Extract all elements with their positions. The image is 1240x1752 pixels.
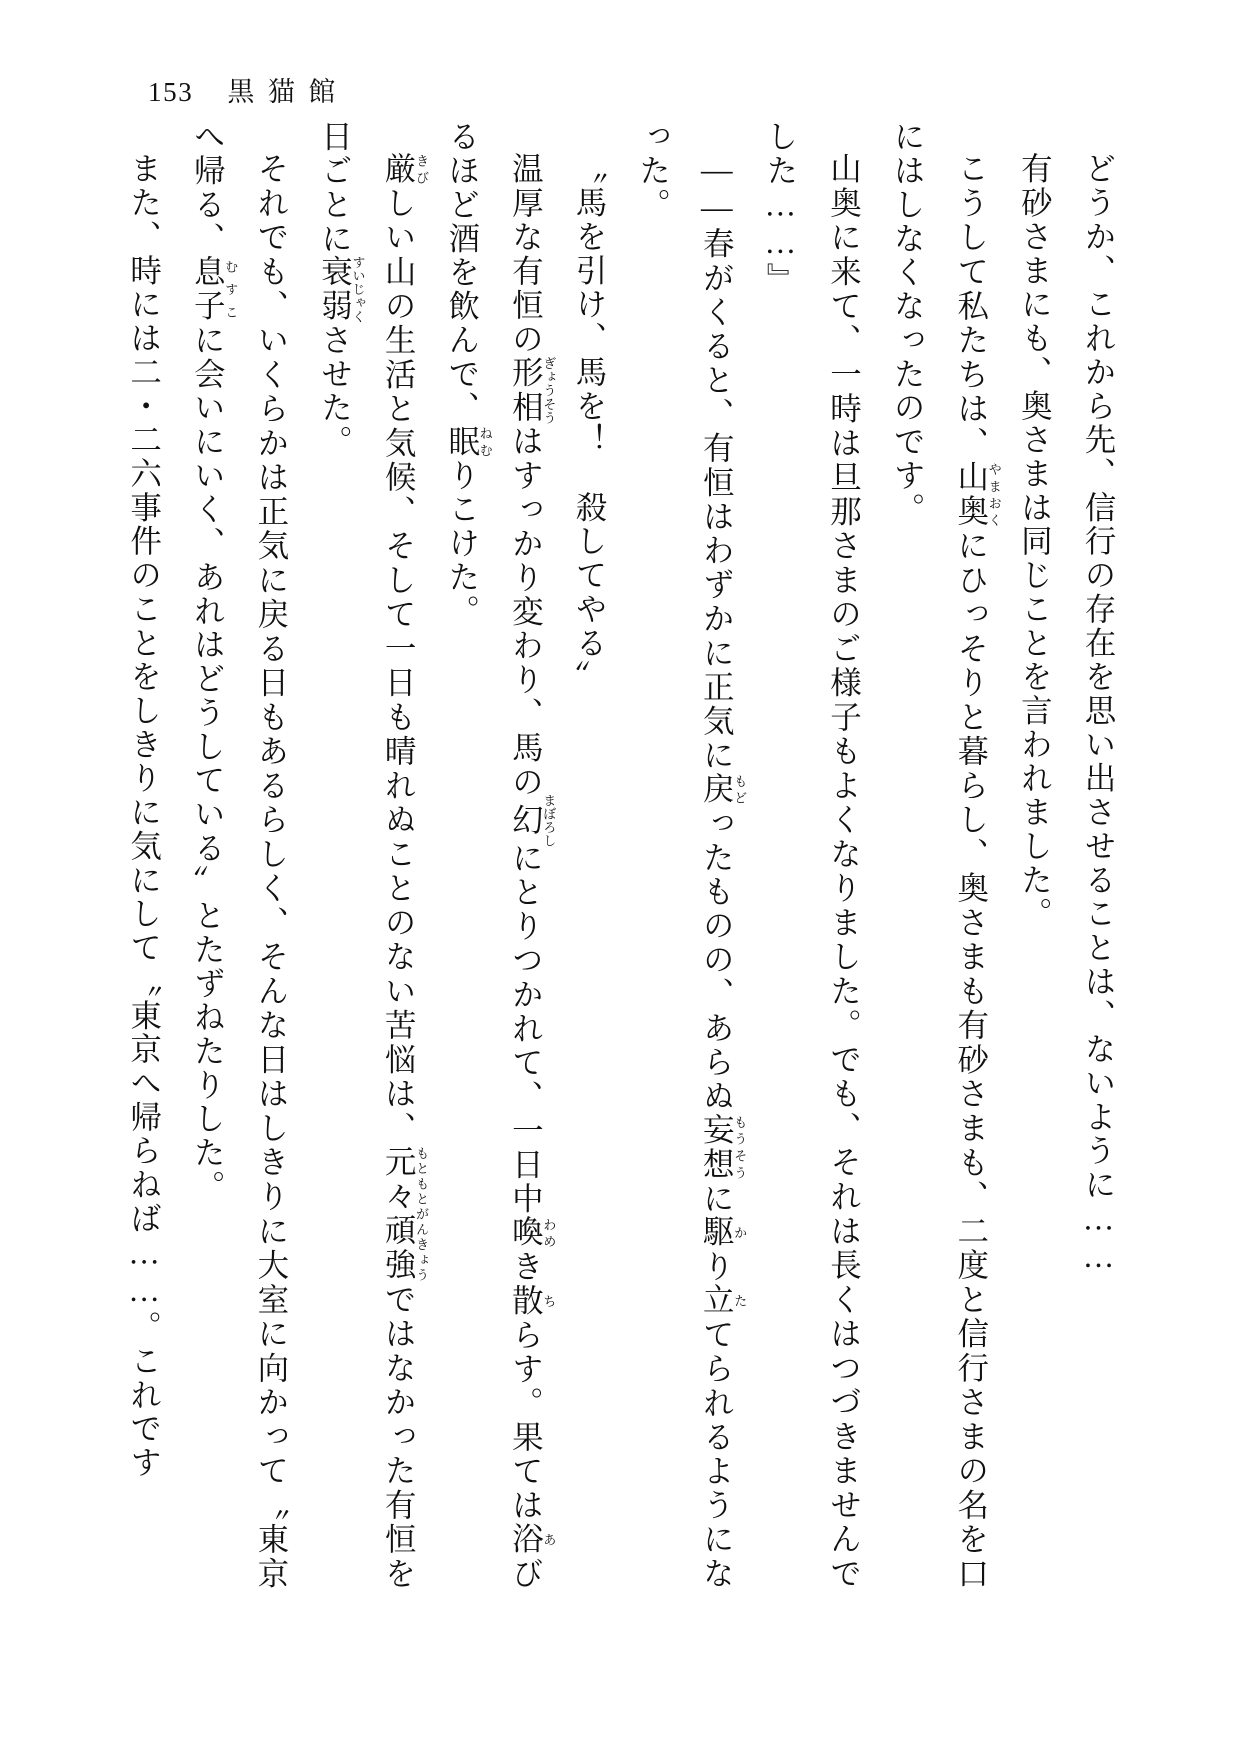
ruby-kibi: 厳きび (381, 151, 430, 186)
ruby-a: 浴あ (508, 1522, 557, 1557)
paragraph: 厳きびしい山の生活と気候、そして一日も晴れぬことのない苦悩は、元々頑強もともとがんきょうではなかった有恒を日ごとに衰弱すいじゃくさせた。 (317, 120, 430, 1590)
ruby-maboroshi: 幻まぼろし (508, 792, 557, 847)
ruby-chi: 散ち (508, 1283, 557, 1318)
ruby-musuko: 息子むすこ (190, 255, 239, 324)
ruby-mousou: 妄想もうそう (699, 1112, 748, 1182)
paragraph: ――春がくると、有恒はわずかに正気に戻もどったものの、あらぬ妄想もうそうに駆かり立たてられるようになった。 (635, 120, 748, 1590)
ruby-suijaku: 衰弱すいじゃく (317, 255, 366, 324)
ruby-wame: 喚わめ (508, 1215, 557, 1250)
paragraph: また、時には二・二六事件のことをしきりに気にして〝東京へ帰らねば……。これです (126, 151, 162, 1480)
ruby-ta: 立た (699, 1283, 748, 1318)
ruby-nemu: 眠ねむ (444, 424, 493, 459)
paragraph: 山奥に来て、一時は旦那さまのご様子もよくなりました。でも、それは長くはつづきませんでした……』 (762, 120, 862, 1590)
paragraph: 温厚な有恒の形相ぎょうそうはすっかり変わり、馬の幻まぼろしにとりつかれて、一日中喚わめき散ちらす。果ては浴あびるほど酒を飲んで、眠ねむりこけた。 (444, 120, 557, 1590)
paragraph: 〝馬を引け、馬を！ 殺してやる〟 (572, 151, 607, 694)
ruby-yamaoku: 山奥やまおく (953, 459, 1002, 529)
paragraph: それでも、いくらかは正気に戻る日もあるらしく、そんな日はしきりに大室に向かって〝東京へ帰る、息子むすこに会いにいく、あれはどうしている〟とたずねたりした。 (190, 120, 289, 1590)
ruby-ka: 駆か (699, 1215, 748, 1250)
paragraph: どうか、これから先、信行の存在を思い出させることは、ないように…… (1081, 151, 1116, 1276)
paragraph: 有砂さまにも、奥さまは同じことを言われました。 (1017, 151, 1053, 931)
page-header (148, 70, 349, 109)
body-text (126, 120, 1130, 1591)
page-number: 153 (148, 77, 194, 107)
ruby-modo: 戻もど (699, 771, 748, 807)
ruby-gyousou: 形相ぎょうそう (508, 355, 557, 424)
ruby-motomotoganykyou: 元々頑強もともとがんきょう (381, 1145, 430, 1283)
running-title: 黒猫館 (227, 77, 349, 107)
paragraph: こうして私たちは、山奥やまおくにひっそりと暮らし、奥さまも有砂さまも、二度と信行さまの名を口にはしなくなったのです。 (890, 120, 1002, 1591)
